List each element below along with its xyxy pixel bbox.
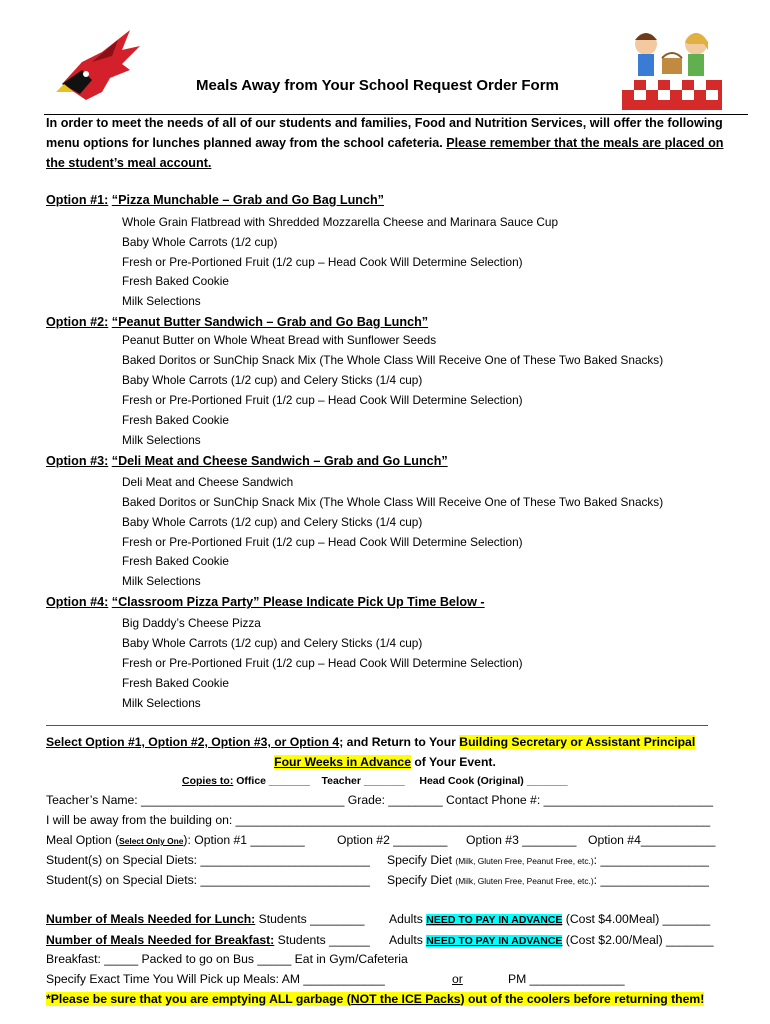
option-4-item: Milk Selections	[122, 696, 201, 710]
breakfast-pay-highlight: NEED TO PAY IN ADVANCE	[426, 935, 563, 947]
breakfast-label: Number of Meals Needed for Breakfast:	[46, 933, 275, 947]
lunch-students[interactable]: Students ________	[255, 912, 365, 926]
lunch-cost[interactable]: (Cost $4.00Meal) _______	[562, 912, 711, 926]
pickup-am-field[interactable]: Specify Exact Time You Will Pick up Meals: AM ____________	[46, 972, 385, 986]
option-3-item: Deli Meat and Cheese Sandwich	[122, 475, 294, 489]
lunch-adults-label: Adults	[389, 912, 427, 926]
option-4-name: “Classroom Pizza Party” Please Indicate Pick Up Time Below -	[111, 595, 485, 609]
option-1-item: Fresh or Pre-Portioned Fruit (1/2 cup – Head Cook Will Determine Selection)	[122, 255, 523, 269]
lunch-label: Number of Meals Needed for Lunch:	[46, 912, 256, 926]
specify-diet-field-1[interactable]	[387, 853, 709, 867]
lunch-count-field[interactable]	[46, 912, 364, 926]
away-date-field[interactable]: I will be away from the building on: ______________________________________________________________________	[46, 813, 711, 827]
breakfast-students[interactable]: Students ______	[274, 933, 370, 947]
event-text: of Your Event.	[410, 755, 496, 769]
teacher-name-field[interactable]: Teacher’s Name: ______________________________ Grade: ________ Contact Phone #: _________________________	[46, 793, 714, 807]
copies-label: Copies to:	[182, 775, 234, 787]
specify-diet-label: Specify Diet	[387, 853, 456, 867]
option-3-item: Milk Selections	[122, 574, 201, 588]
special-diets-field-2[interactable]: Student(s) on Special Diets: _________________________	[46, 873, 370, 887]
option-3-heading	[46, 454, 448, 468]
pickup-or: or	[452, 972, 463, 986]
lunch-adults-field[interactable]	[389, 912, 710, 926]
option-1-label: Option #1:	[46, 193, 109, 207]
option-2-item: Peanut Butter on Whole Wheat Bread with Sunflower Seeds	[122, 333, 437, 347]
option-3-item: Fresh or Pre-Portioned Fruit (1/2 cup – Head Cook Will Determine Selection)	[122, 535, 523, 549]
option-3-label: Option #3:	[46, 454, 109, 468]
diet-blank[interactable]: : ________________	[593, 873, 709, 887]
meal-option-4[interactable]: Option #4___________	[588, 833, 716, 847]
special-diets-field-1[interactable]: Student(s) on Special Diets: _________________________	[46, 853, 370, 867]
option-4-item: Fresh or Pre-Portioned Fruit (1/2 cup – Head Cook Will Determine Selection)	[122, 656, 523, 670]
diet-examples: (Milk, Gluten Free, Peanut Free, etc.)	[455, 856, 594, 866]
option-2-item: Baked Doritos or SunChip Snack Mix (The Whole Class Will Receive One of These Two Baked Snacks)	[122, 353, 664, 367]
timing-highlight: Four Weeks in Advance	[274, 755, 411, 769]
option-1-heading	[46, 193, 384, 207]
option-4-label: Option #4:	[46, 595, 109, 609]
meal-option-1[interactable]: ): Option #1 ________	[183, 833, 305, 847]
copies-teacher: Teacher _______	[321, 775, 405, 787]
option-4-item: Big Daddy’s Cheese Pizza	[122, 616, 261, 630]
meal-option-2[interactable]: Option #2 ________	[337, 833, 448, 847]
diet-blank[interactable]: : ________________	[593, 853, 709, 867]
option-2-item: Baby Whole Carrots (1/2 cup) and Celery Sticks (1/4 cup)	[122, 373, 423, 387]
footer-not-ice: NOT the ICE Packs	[350, 992, 461, 1006]
intro-text: In order to meet the needs of all of our students and families, Food and Nutrition Services, will offer the following menu options for lunches planned away from the school cafeteria.	[46, 116, 723, 150]
picnic-kids-icon	[616, 22, 728, 114]
select-options-text: Select Option #1, Option #2, Option #3, or Option 4	[46, 735, 340, 749]
option-1-item: Milk Selections	[122, 294, 201, 308]
footer-post: ) out of the coolers before returning them!	[460, 992, 705, 1006]
specify-diet-field-2[interactable]	[387, 873, 709, 887]
option-1-item: Baby Whole Carrots (1/2 cup)	[122, 235, 278, 249]
option-2-heading	[46, 315, 428, 329]
option-3-item: Fresh Baked Cookie	[122, 554, 229, 568]
breakfast-adults-field[interactable]	[389, 933, 714, 947]
option-1-item: Fresh Baked Cookie	[122, 274, 229, 288]
lunch-pay-highlight: NEED TO PAY IN ADVANCE	[426, 914, 563, 926]
specify-diet-label: Specify Diet	[387, 873, 456, 887]
option-3-item: Baked Doritos or SunChip Snack Mix (The Whole Class Will Receive One of These Two Baked Snacks)	[122, 495, 664, 509]
meal-option-field[interactable]	[46, 833, 305, 847]
option-4-heading	[46, 595, 485, 609]
breakfast-adults-label: Adults	[389, 933, 427, 947]
meal-option-label: Meal Option (	[46, 833, 120, 847]
breakfast-count-field[interactable]	[46, 933, 370, 947]
option-2-label: Option #2:	[46, 315, 109, 329]
intro-emphasis: Please remember that the meals are placed on the student’s meal account.	[46, 136, 724, 170]
cardinal-logo-icon	[52, 22, 144, 114]
copies-line	[182, 775, 568, 787]
breakfast-cost[interactable]: (Cost $2.00/Meal) _______	[562, 933, 714, 947]
option-2-name: “Peanut Butter Sandwich – Grab and Go Bag Lunch”	[111, 315, 429, 329]
copies-head-cook: Head Cook (Original) _______	[419, 775, 568, 787]
meal-option-3[interactable]: Option #3 ________	[466, 833, 577, 847]
timing-line	[0, 755, 770, 769]
option-2-item: Fresh Baked Cookie	[122, 413, 229, 427]
option-2-item: Fresh or Pre-Portioned Fruit (1/2 cup – Head Cook Will Determine Selection)	[122, 393, 523, 407]
instructions-line	[46, 735, 695, 749]
breakfast-delivery-field[interactable]: Breakfast: _____ Packed to go on Bus _____ Eat in Gym/Cafeteria	[46, 952, 408, 966]
return-text: ; and Return to Your	[339, 735, 460, 749]
select-only-one: Select Only One	[119, 836, 184, 846]
option-4-item: Baby Whole Carrots (1/2 cup) and Celery Sticks (1/4 cup)	[122, 636, 423, 650]
option-4-item: Fresh Baked Cookie	[122, 676, 229, 690]
form-title: Meals Away from Your School Request Order Form	[196, 77, 559, 94]
recipient-highlight: Building Secretary or Assistant Principal	[459, 735, 696, 749]
section-divider	[46, 725, 708, 726]
intro-paragraph	[46, 113, 726, 173]
option-3-name: “Deli Meat and Cheese Sandwich – Grab and Go Lunch”	[111, 454, 448, 468]
footer-reminder	[46, 992, 704, 1006]
pickup-pm-field[interactable]: PM ______________	[508, 972, 625, 986]
option-1-name: “Pizza Munchable – Grab and Go Bag Lunch”	[111, 193, 384, 207]
option-3-item: Baby Whole Carrots (1/2 cup) and Celery Sticks (1/4 cup)	[122, 515, 423, 529]
footer-pre: *Please be sure that you are emptying ALL garbage (	[46, 992, 351, 1006]
option-2-item: Milk Selections	[122, 433, 201, 447]
option-1-item: Whole Grain Flatbread with Shredded Mozzarella Cheese and Marinara Sauce Cup	[122, 215, 559, 229]
copies-office: Office _______	[233, 775, 310, 787]
diet-examples: (Milk, Gluten Free, Peanut Free, etc.)	[455, 876, 594, 886]
